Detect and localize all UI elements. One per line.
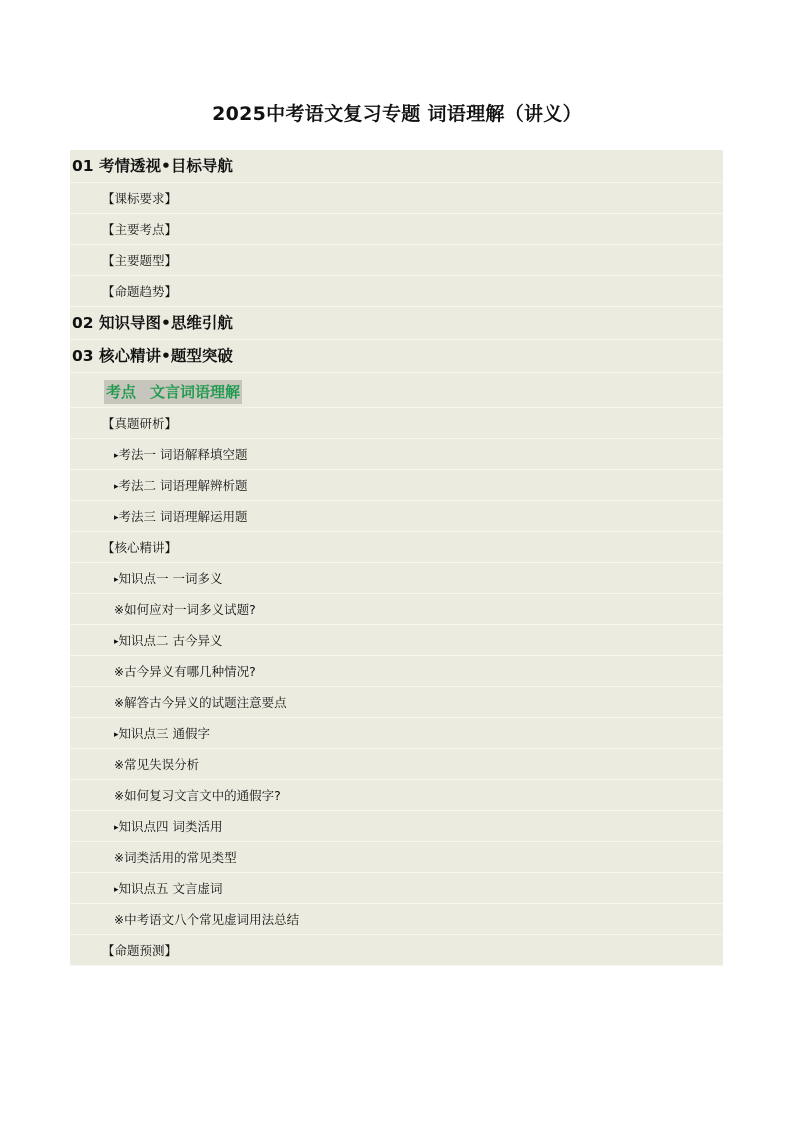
kaodian-prefix: 考点 [106,382,137,401]
toc-item-kebiao-yaoqiu[interactable]: 【课标要求】 [70,183,723,214]
toc-hexin-item[interactable] [70,625,723,656]
toc-section-2[interactable]: 02 知识导图•思维引航 [70,307,723,340]
toc-hexin-item[interactable] [70,873,723,904]
triangle-marker-icon: ▸ [114,575,119,585]
toc-hexin-item[interactable] [70,656,723,687]
toc-kaofa-2[interactable] [70,470,723,501]
reference-mark-icon: ※ [114,789,125,803]
toc-hexin-item[interactable] [70,594,723,625]
toc-hexin-item-label: 知识点四 词类活用 [118,819,223,834]
toc-hexin-item-label: 如何复习文言文中的通假字? [124,788,281,803]
toc-item-hexin-jingjiang[interactable]: 【核心精讲】 [70,532,723,563]
toc-hexin-item-label: 如何应对一词多义试题? [124,602,256,617]
toc-kaofa-1[interactable] [70,439,723,470]
triangle-marker-icon: ▸ [114,637,119,647]
toc-hexin-item[interactable] [70,811,723,842]
triangle-marker-icon: ▸ [114,885,119,895]
triangle-marker-icon: ▸ [114,730,119,740]
toc-item-mingti-qushi[interactable]: 【命题趋势】 [70,276,723,307]
toc-item-zhuyao-kaodian[interactable]: 【主要考点】 [70,214,723,245]
toc-section-3[interactable]: 03 核心精讲•题型突破 [70,340,723,373]
toc-item-zhuyao-tixing[interactable]: 【主要题型】 [70,245,723,276]
toc-hexin-item[interactable] [70,687,723,718]
reference-mark-icon: ※ [114,851,125,865]
toc-hexin-item-label: 常见失误分析 [124,757,200,772]
triangle-marker-icon: ▸ [114,513,119,523]
toc-hexin-item[interactable] [70,780,723,811]
toc-hexin-item-label: 知识点五 文言虚词 [118,881,223,896]
kaodian-name: 文言词语理解 [150,382,241,401]
toc-hexin-item-label: 古今异义有哪几种情况? [124,664,256,679]
document-title: 2025中考语文复习专题 词语理解（讲义） [212,103,582,125]
reference-mark-icon: ※ [114,758,125,772]
toc-hexin-item-label: 解答古今异义的试题注意要点 [124,695,287,710]
toc-hexin-item-label: 知识点三 通假字 [118,726,211,741]
toc-section-1[interactable]: 01 考情透视•目标导航 [70,150,723,183]
toc-hexin-item-label: 词类活用的常见类型 [124,850,237,865]
toc-hexin-item-label: 中考语文八个常见虚词用法总结 [124,912,300,927]
toc-hexin-item[interactable] [70,904,723,935]
toc-hexin-item-label: 知识点二 古今异义 [118,633,223,648]
toc-hexin-item[interactable] [70,718,723,749]
reference-mark-icon: ※ [114,603,125,617]
toc-hexin-item[interactable] [70,749,723,780]
table-of-contents [70,150,723,966]
reference-mark-icon: ※ [114,913,125,927]
toc-hexin-item-label: 知识点一 一词多义 [118,571,223,586]
toc-item-zhenti-yanxi[interactable]: 【真题研析】 [70,408,723,439]
toc-kaofa-2-label: 考法二 词语理解辨析题 [118,478,248,493]
triangle-marker-icon: ▸ [114,451,119,461]
toc-kaofa-3[interactable] [70,501,723,532]
triangle-marker-icon: ▸ [114,482,119,492]
reference-mark-icon: ※ [114,665,125,679]
toc-kaofa-1-label: 考法一 词语解释填空题 [118,447,248,462]
toc-item-mingti-yuce[interactable]: 【命题预测】 [70,935,723,966]
kaodian-highlight [104,380,242,404]
toc-kaofa-3-label: 考法三 词语理解运用题 [118,509,248,524]
toc-hexin-item[interactable] [70,563,723,594]
reference-mark-icon: ※ [114,696,125,710]
toc-kaodian-row[interactable] [70,373,723,408]
triangle-marker-icon: ▸ [114,823,119,833]
toc-hexin-item[interactable] [70,842,723,873]
